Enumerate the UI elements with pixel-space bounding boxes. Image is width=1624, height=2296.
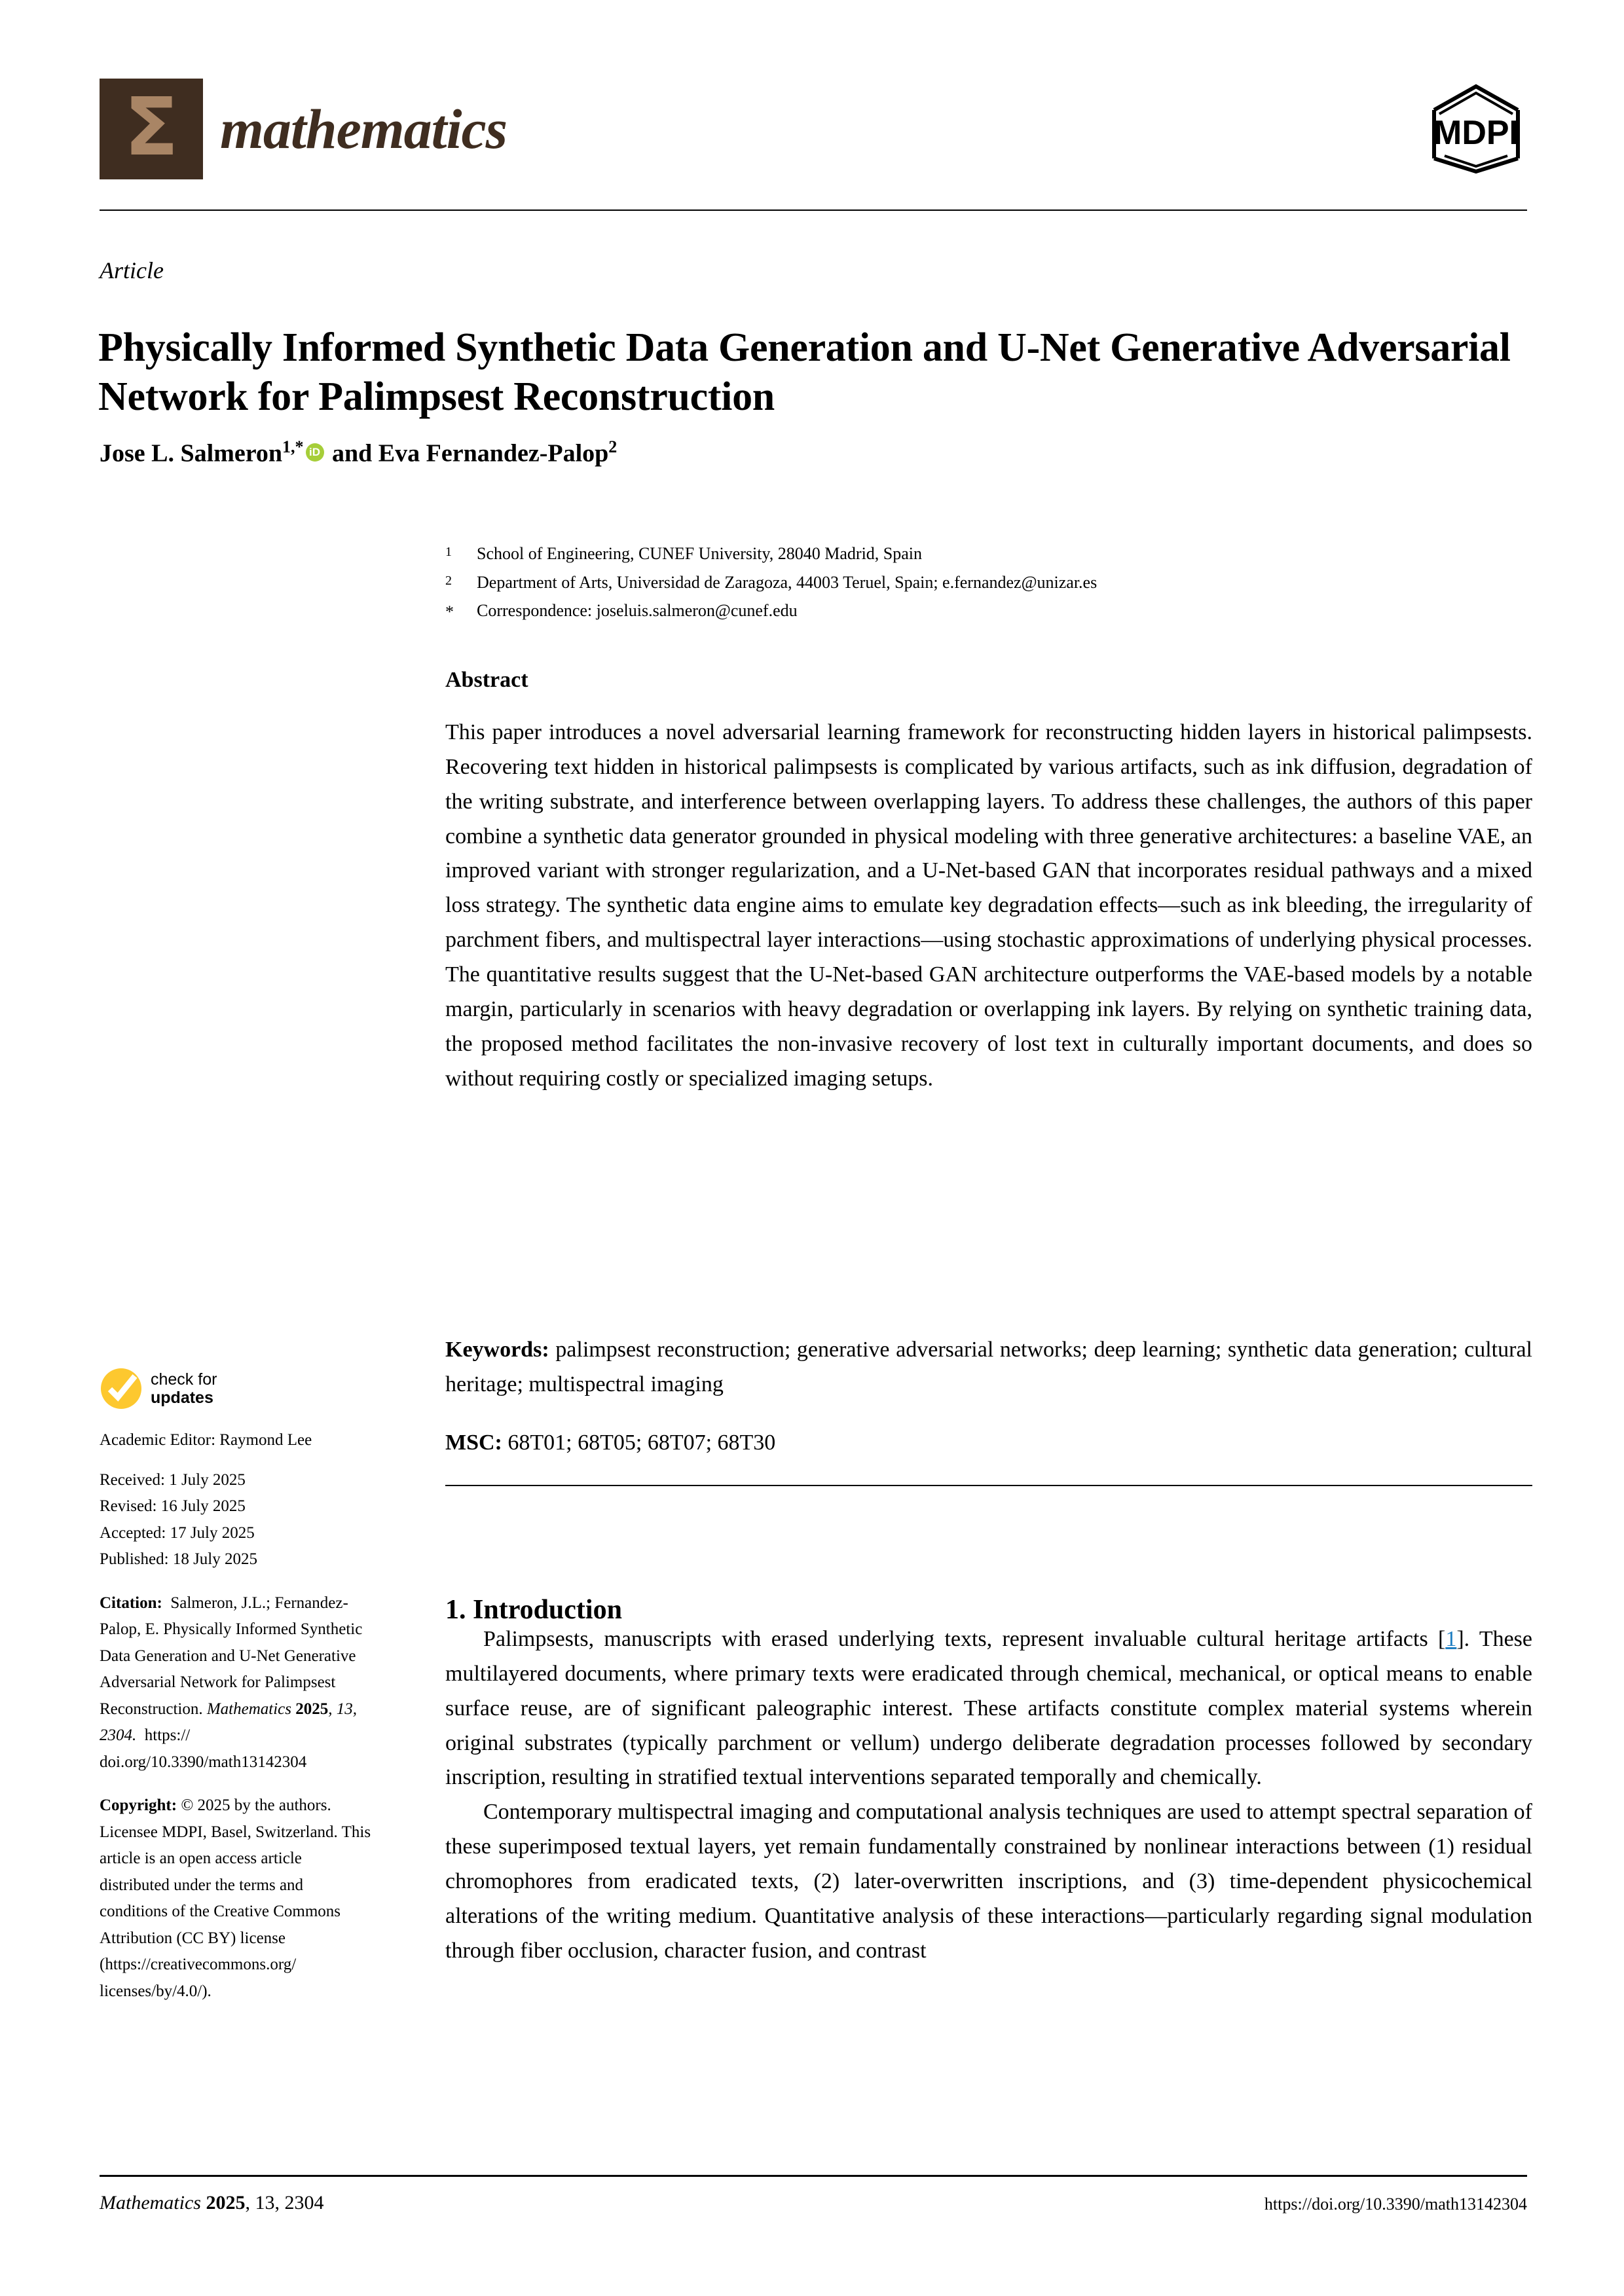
paragraph	[445, 1622, 1532, 1795]
footer-journal-name: Mathematics	[100, 2192, 201, 2214]
paragraph-text-before-citation: Palimpsests, manuscripts with erased underlying texts, represent invaluable cultural heritage artifacts [	[483, 1627, 1446, 1651]
msc-label: MSC:	[445, 1430, 502, 1455]
citation-journal: Mathematics	[206, 1700, 291, 1718]
footer-year: 2025	[206, 2192, 246, 2214]
date-received: Received: 1 July 2025	[100, 1470, 246, 1489]
check-for-updates-icon[interactable]	[100, 1367, 143, 1410]
msc-block	[445, 1426, 1532, 1459]
paragraph-text-after-citation: ]. These multilayered documents, where primary texts were eradicated through chemical, mechanical, or optical means to enable surface reuse, are of significant paleographic interest. These artifacts constitute complex material systems wherein original substrates (typically parchment or vellum) undergo deliberate degradation processes followed by secondary inscription, resulting in stratified textual interventions separated temporally and chemically.	[445, 1627, 1533, 1790]
sigma-logo-icon	[100, 79, 203, 179]
sigma-glyph: Σ	[124, 81, 179, 173]
abstract-text: This paper introduces a novel adversarial learning framework for reconstructing hidden layers in historical palimpsests. Recovering text hidden in historical palimpsests is complicated by various artifacts, such as ink diffusion, degradation of the writing substrate, and interference between overlapping layers. To address these challenges, the authors of this paper combine a synthetic data generator grounded in physical modeling with three generative architectures: a baseline VAE, an improved variant with stronger regularization, and a U-Net-based GAN that incorporates residual pathways and a mixed loss strategy. The synthetic data engine aims to emulate key degradation effects—such as ink bleeding, the irregularity of parchment fibers, and multispectral layer interactions—using stochastic approximations of underlying physical processes. The quantitative results suggest that the U-Net-based GAN architecture outperforms the VAE-based models by a notable margin, particularly in scenarios with heavy degradation or overlapping ink layers. By relying on synthetic training data, the proposed method facilitates the non-invasive recovery of lost text in culturally important documents, and does so without requiring costly or specialized imaging setups.	[445, 720, 1532, 1091]
author-2-affil-marks: 2	[608, 437, 618, 456]
citation-line-4: and U-Net Generative Adversarial	[100, 1647, 356, 1691]
citation-block	[100, 1590, 375, 1776]
affiliation-item	[445, 570, 1532, 596]
header-divider	[100, 210, 1527, 211]
footer-divider	[100, 2175, 1527, 2177]
mdpi-logo-icon[interactable]	[1425, 82, 1527, 174]
paragraph: Contemporary multispectral imaging and computational analysis techniques are used to attempt spectral separation of these superimposed textual layers, yet remain fundamentally constrained by nonlinear interactions between (1) residual chromophores from eradicated texts, (2) later-overwritten inscriptions, and (3) time-dependent physicochemical alterations of the writing medium. Quantitative analysis of these interactions—particularly regarding signal modulation through fiber occlusion, character fusion, and contrast	[445, 1800, 1532, 1963]
license-url-line-1[interactable]: (https://creativecommons.org/	[100, 1956, 297, 1973]
article-metadata-sidebar	[100, 1427, 375, 2022]
affiliation-text: School of Engineering, CUNEF University, 28040 Madrid, Spain	[477, 544, 923, 563]
date-accepted: Accepted: 17 July 2025	[100, 1523, 255, 1542]
copyright-label: Copyright:	[100, 1796, 177, 1814]
citation-doi-line-2[interactable]: doi.org/10.3390/math13142304	[100, 1753, 307, 1771]
affiliation-item	[445, 541, 1532, 567]
correspondence-item	[445, 598, 1532, 625]
citation-line-3: Informed Synthetic Data Generation	[100, 1620, 363, 1665]
date-published: Published: 18 July 2025	[100, 1550, 257, 1568]
copyright-line-1: © 2025 by the authors.	[177, 1796, 331, 1814]
copyright-line-3: This article is an open access article	[100, 1823, 371, 1867]
academic-editor: Academic Editor: Raymond Lee	[100, 1431, 312, 1449]
license-url-line-2[interactable]: licenses/by/4.0/).	[100, 1982, 212, 2000]
orcid-icon[interactable]: iD	[306, 443, 324, 462]
copyright-line-2: Licensee MDPI, Basel, Switzerland.	[100, 1823, 338, 1841]
author-list	[100, 437, 1534, 468]
copyright-line-4: distributed under the terms and	[100, 1876, 304, 1894]
abstract-heading: Abstract	[445, 668, 528, 692]
keywords-label: Keywords:	[445, 1338, 549, 1362]
abstract-divider	[445, 1485, 1532, 1486]
masthead	[100, 79, 1527, 177]
footer-citation	[100, 2192, 323, 2214]
keywords-values: palimpsest reconstruction; generative adversarial networks; deep learning; synthetic data generation; cultural heritage; multispectral imaging	[445, 1338, 1532, 1396]
copyright-block	[100, 1793, 375, 2005]
citation-doi-line-1[interactable]: https://	[144, 1726, 191, 1744]
affiliation-list	[445, 541, 1532, 628]
author-name-2: and Eva Fernandez-Palop	[325, 439, 609, 467]
keywords-block	[445, 1333, 1532, 1402]
journal-title: mathematics	[220, 98, 507, 160]
section-heading-introduction: 1. Introduction	[445, 1594, 622, 1625]
crossmark-check-for-updates[interactable]	[100, 1363, 296, 1414]
journal-logo[interactable]	[100, 79, 507, 179]
citation-label: Citation:	[100, 1594, 162, 1612]
cfu-line-1: check for	[151, 1370, 217, 1389]
mdpi-wordmark: MDPI	[1433, 114, 1519, 152]
affiliation-text: Department of Arts, Universidad de Zaragoza, 44003 Teruel, Spain; e.fernandez@unizar.es	[477, 572, 1098, 592]
citation-line-5: Network for Palimpsest Reconstruction.	[100, 1673, 336, 1718]
page-title: Physically Informed Synthetic Data Generation and U-Net Generative Adversarial Network for Palimpsest Reconstruction	[98, 325, 1511, 420]
citation-link-1[interactable]: 1	[1445, 1627, 1457, 1651]
article-type-label: Article	[100, 257, 164, 283]
msc-values: 68T01; 68T05; 68T07; 68T30	[502, 1430, 776, 1455]
correspondence-marker: *	[445, 602, 454, 622]
citation-line-2: Fernandez-Palop, E. Physically	[100, 1594, 348, 1638]
copyright-line-5: conditions of the Creative Commons	[100, 1903, 341, 1920]
affiliation-marker: 1	[445, 545, 452, 559]
citation-volume-page: , 13, 2304.	[100, 1700, 357, 1744]
author-name-1: Jose L. Salmeron	[100, 439, 283, 467]
correspondence-text: Correspondence: joseluis.salmeron@cunef.edu	[477, 601, 798, 621]
publication-dates	[100, 1467, 375, 1573]
date-revised: Revised: 16 July 2025	[100, 1497, 246, 1515]
citation-line-1: Salmeron, J.L.;	[170, 1594, 271, 1612]
author-1-affil-marks: 1,*	[282, 437, 304, 456]
cfu-line-2: updates	[151, 1389, 213, 1407]
footer-volume-page: , 13, 2304	[245, 2192, 324, 2214]
citation-year: 2025	[295, 1700, 329, 1718]
footer-doi-link[interactable]: https://doi.org/10.3390/math13142304	[1264, 2195, 1527, 2214]
check-for-updates-label	[151, 1370, 217, 1407]
section-body-introduction	[445, 1622, 1532, 1969]
copyright-line-6: Attribution (CC BY) license	[100, 1929, 286, 1947]
affiliation-marker: 2	[445, 573, 452, 588]
